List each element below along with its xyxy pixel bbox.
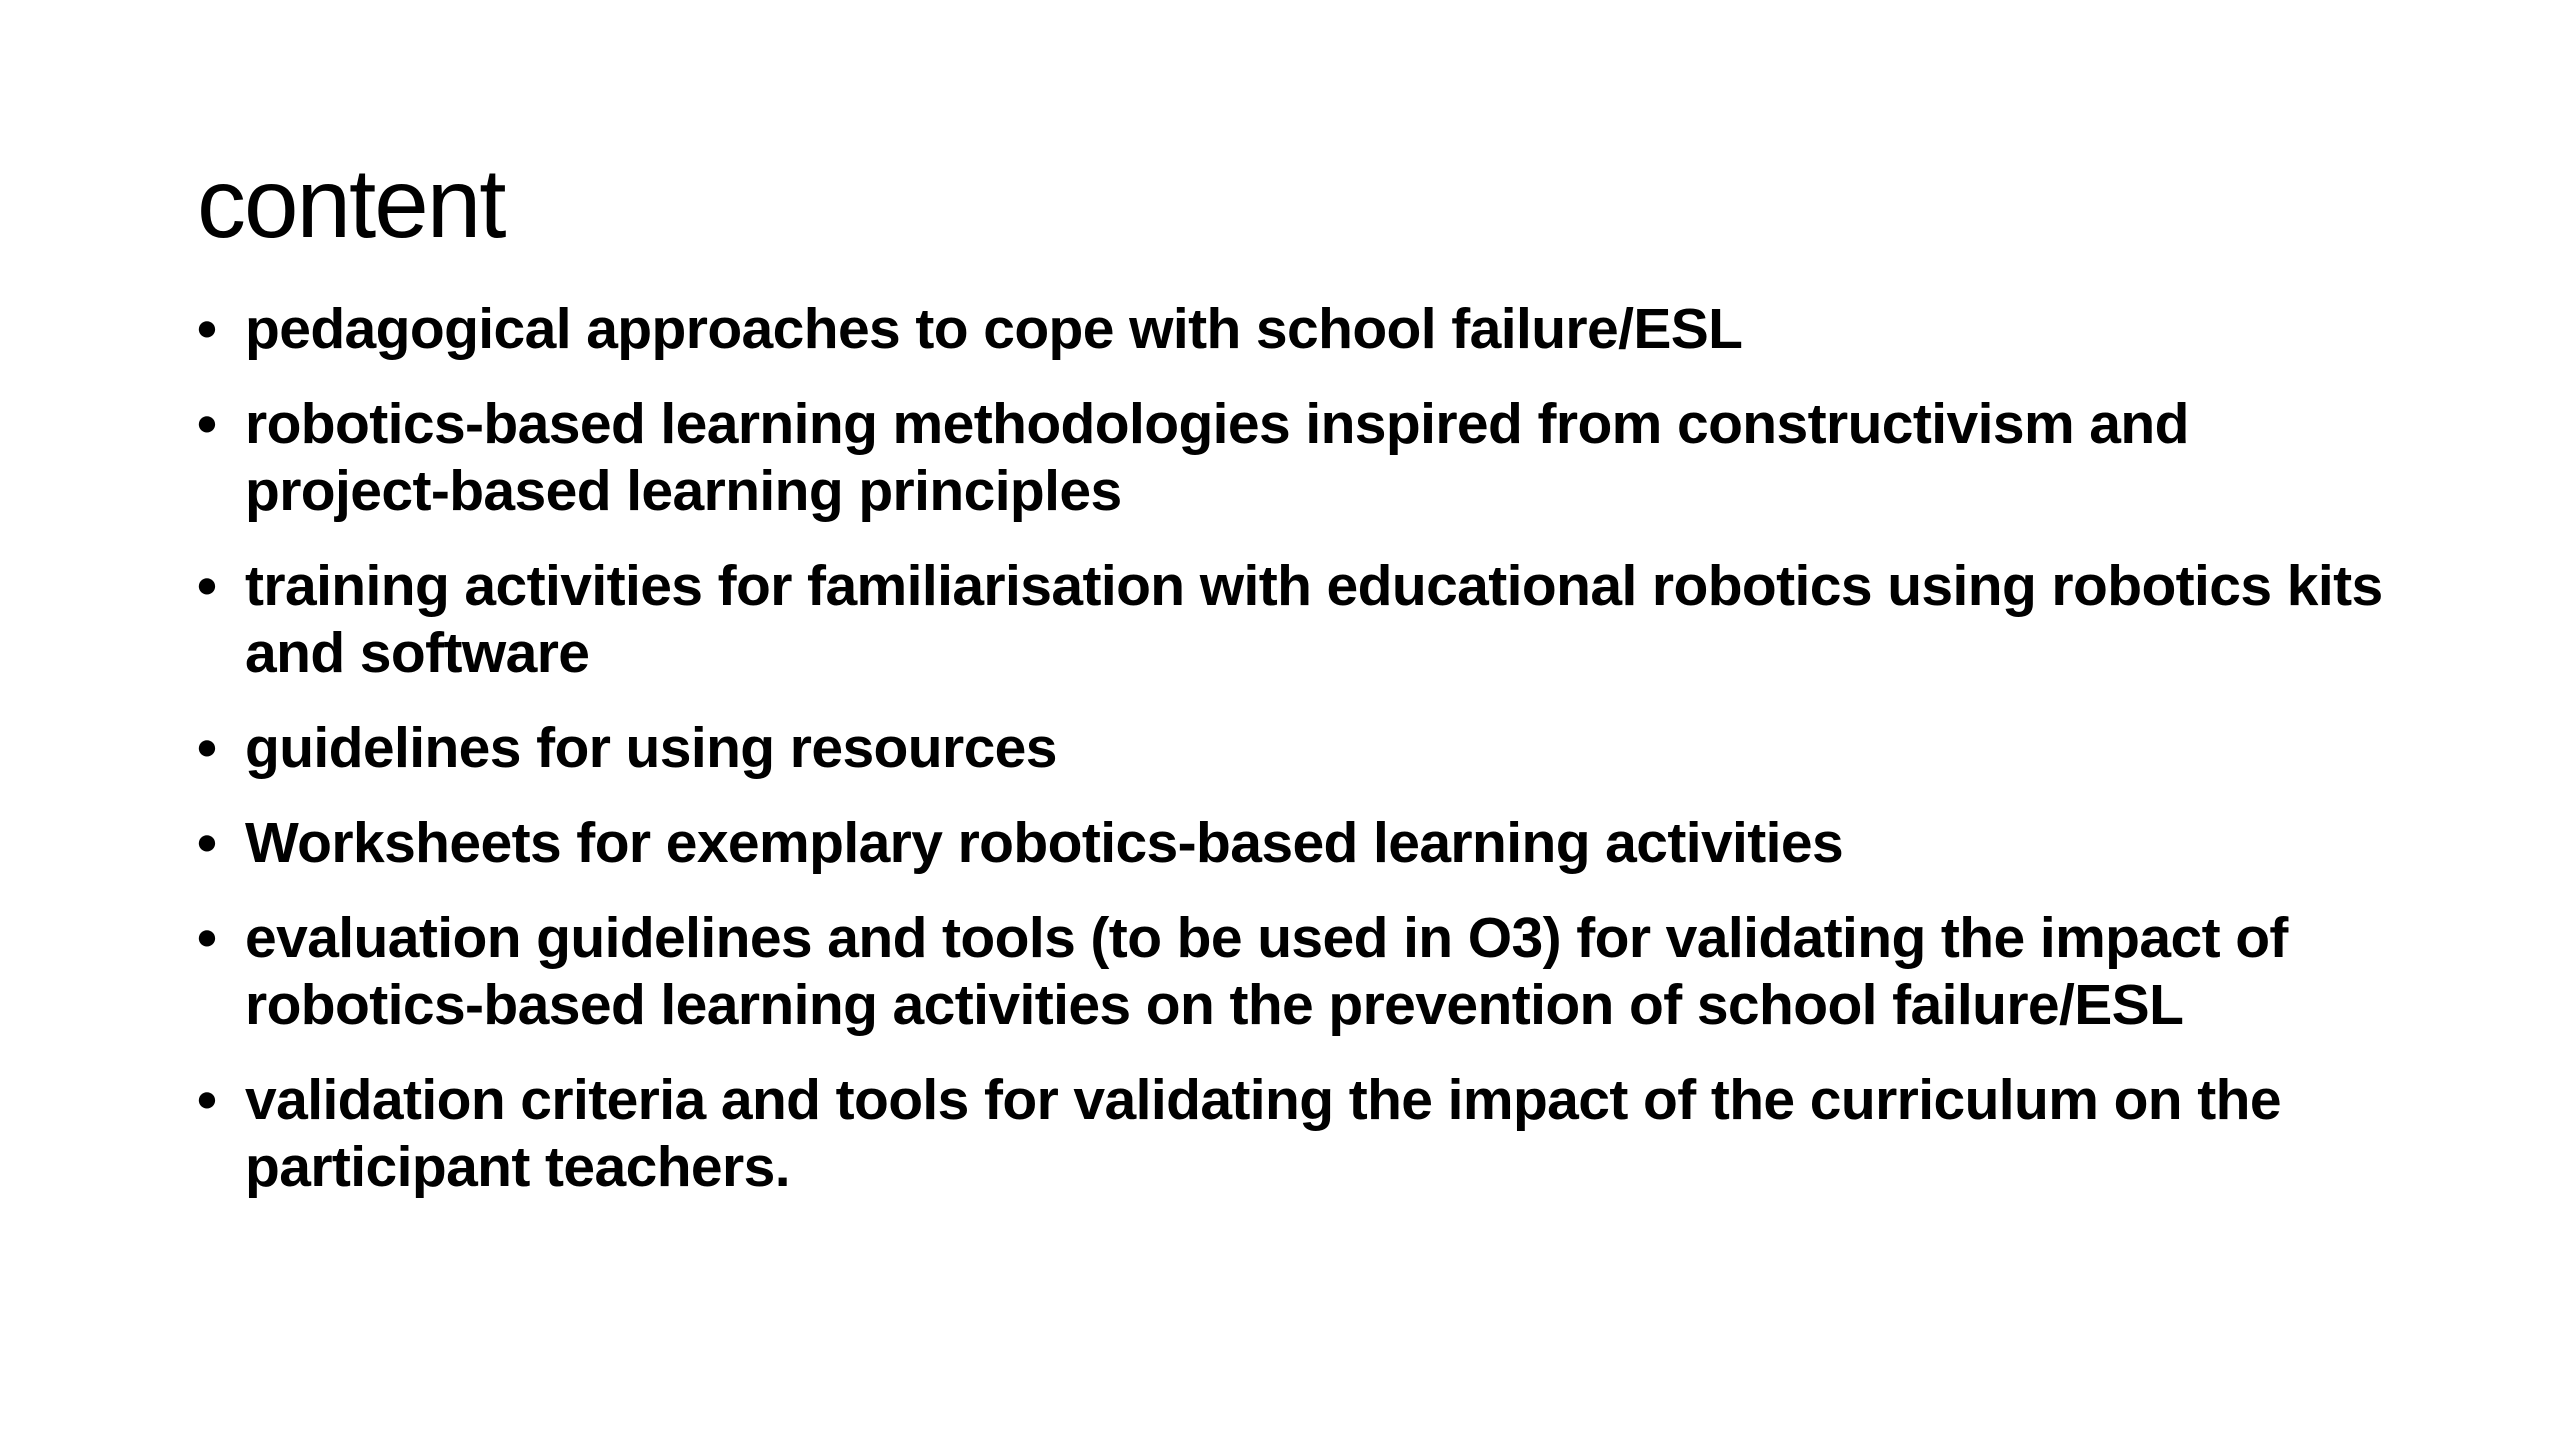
bullet-list [197, 296, 2397, 1229]
bullet-icon: • [197, 392, 217, 456]
bullet-icon: • [197, 906, 217, 970]
list-item-text: training activities for familiarisation with educational robotics using robotics kits and software [245, 554, 2383, 685]
list-item-text: validation criteria and tools for validating the impact of the curriculum on the participant teachers. [245, 1068, 2281, 1199]
bullet-icon: • [197, 1068, 217, 1132]
bullet-icon: • [197, 554, 217, 618]
list-item [197, 296, 2397, 363]
list-item [197, 391, 2397, 525]
list-item [197, 810, 2397, 877]
list-item [197, 553, 2397, 687]
list-item-text: Worksheets for exemplary robotics-based learning activities [245, 811, 1844, 875]
list-item-text: evaluation guidelines and tools (to be used in O3) for validating the impact of robotics-based learning activities on the prevention of school failure/ESL [245, 906, 2288, 1037]
bullet-icon: • [197, 811, 217, 875]
list-item-text: guidelines for using resources [245, 716, 1057, 780]
list-item [197, 905, 2397, 1039]
list-item [197, 715, 2397, 782]
list-item [197, 1067, 2397, 1201]
bullet-icon: • [197, 716, 217, 780]
list-item-text: robotics-based learning methodologies inspired from constructivism and project-based learning principles [245, 392, 2189, 523]
bullet-icon: • [197, 297, 217, 361]
slide-title: content [197, 148, 505, 258]
list-item-text: pedagogical approaches to cope with school failure/ESL [245, 297, 1743, 361]
